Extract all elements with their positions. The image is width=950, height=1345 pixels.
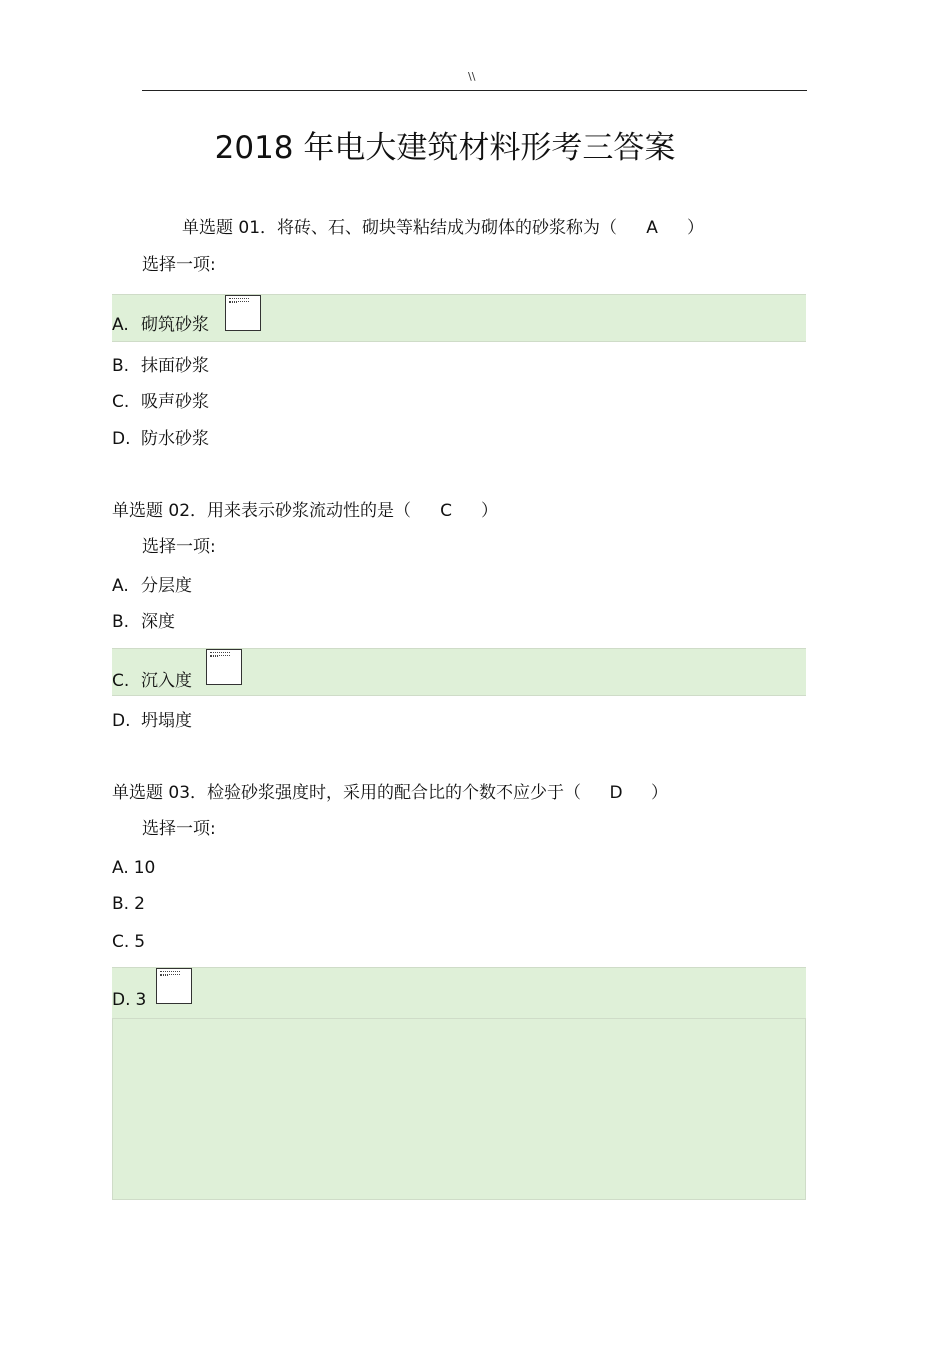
option-letter: D. — [112, 990, 131, 1010]
question-1-option-c[interactable] — [112, 390, 209, 414]
question-3-prompt: 选择一项: — [142, 819, 216, 839]
question-1-answer: A — [646, 218, 658, 238]
option-letter: D. — [112, 429, 131, 449]
header-rule — [142, 90, 807, 91]
option-text: 沉入度 — [141, 671, 192, 691]
option-text: 吸声砂浆 — [141, 392, 209, 412]
question-2 — [112, 499, 498, 523]
checkbox-icon[interactable] — [206, 649, 242, 685]
option-text: 砌筑砂浆 — [141, 315, 209, 335]
option-letter: C. — [112, 932, 130, 952]
question-2-answer: C — [440, 501, 452, 521]
question-1-prompt: 选择一项: — [142, 255, 216, 275]
question-3-correct-highlight — [112, 967, 806, 1019]
option-letter: C. — [112, 671, 130, 691]
option-letter: B. — [112, 612, 130, 632]
option-letter: B. — [112, 894, 130, 914]
question-1-option-b[interactable] — [112, 354, 209, 378]
question-3-answer: D — [609, 783, 623, 803]
question-2-option-a[interactable] — [112, 574, 192, 598]
option-letter: A. — [112, 315, 129, 335]
option-text: 2 — [134, 894, 145, 914]
checkbox-icon[interactable] — [225, 295, 261, 331]
option-text: 坍塌度 — [141, 711, 192, 731]
question-1-label: 单选题 01．将砖、石、砌块等粘结成为砌体的砂浆称为（ — [182, 218, 618, 238]
option-letter: A. — [112, 858, 129, 878]
question-3-option-c[interactable] — [112, 930, 145, 954]
question-3 — [112, 781, 668, 805]
option-letter: A. — [112, 576, 129, 596]
option-letter: C. — [112, 392, 130, 412]
option-text: 分层度 — [141, 576, 192, 596]
question-3-label: 单选题 03．检验砂浆强度时，采用的配合比的个数不应少于（ — [112, 783, 582, 803]
question-2-option-c[interactable] — [112, 669, 192, 693]
question-1-option-a[interactable] — [112, 313, 209, 337]
option-text: 深度 — [141, 612, 175, 632]
question-2-option-b[interactable] — [112, 610, 175, 634]
question-3-close: ） — [651, 783, 669, 803]
feedback-panel — [112, 1019, 806, 1200]
option-text: 防水砂浆 — [141, 429, 209, 449]
option-text: 抹面砂浆 — [141, 356, 209, 376]
question-3-option-a[interactable] — [112, 856, 155, 880]
question-3-option-b[interactable] — [112, 892, 145, 916]
question-2-label: 单选题 02．用来表示砂浆流动性的是（ — [112, 501, 412, 521]
question-1-close: ） — [687, 218, 705, 238]
question-3-option-d[interactable] — [112, 988, 146, 1012]
page-title: 2018 年电大建筑材料形考三答案 — [214, 130, 676, 166]
question-1 — [182, 216, 704, 240]
question-2-prompt: 选择一项: — [142, 537, 216, 557]
checkbox-icon[interactable] — [156, 968, 192, 1004]
question-2-option-d[interactable] — [112, 709, 192, 733]
header-mark: \\ — [468, 70, 476, 83]
option-text: 3 — [135, 990, 147, 1010]
option-letter: B. — [112, 356, 130, 376]
option-letter: D. — [112, 711, 131, 731]
question-1-option-d[interactable] — [112, 427, 209, 451]
option-text: 5 — [134, 932, 146, 952]
question-2-close: ） — [481, 501, 499, 521]
question-1-correct-highlight — [112, 294, 806, 342]
option-text: 10 — [133, 858, 156, 878]
